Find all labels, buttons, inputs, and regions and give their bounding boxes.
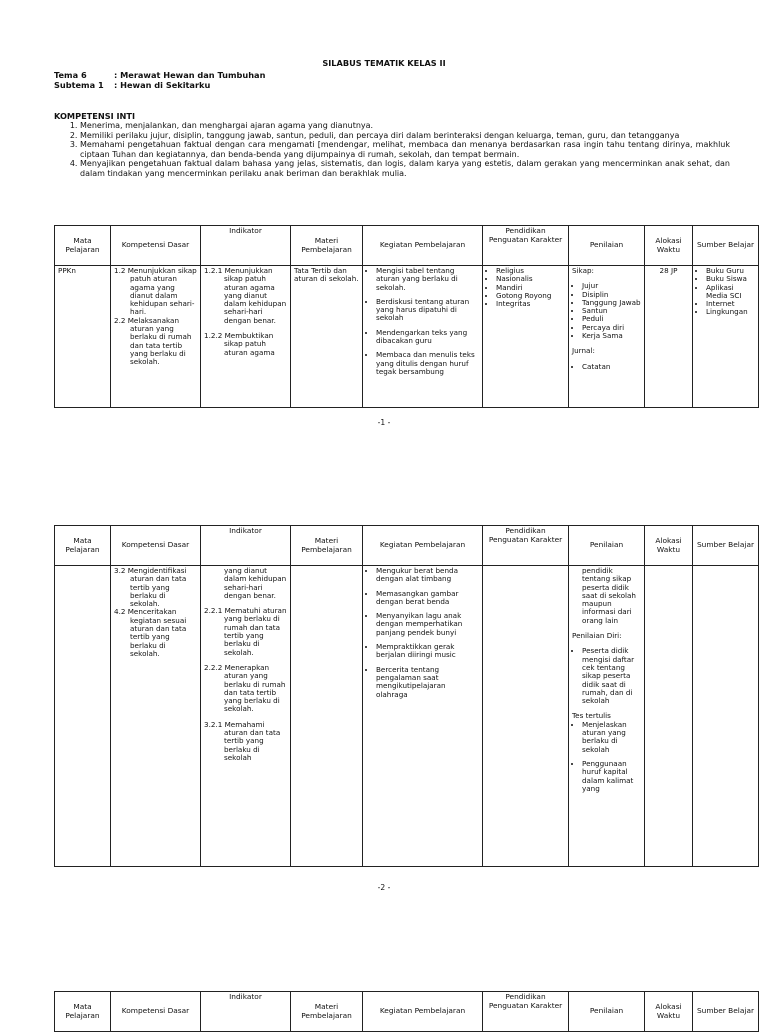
header-materi: Materi Pembelajaran [291,992,363,1032]
tes-label: Tes tertulis [572,711,611,721]
header-kegiatan: Kegiatan Pembelajaran [363,226,483,266]
header-mapel: Mata Pelajaran [55,226,111,266]
sikap-item: • Peduli [582,315,641,323]
cell-kd [111,566,201,867]
kd-item: 1.2 Menunjukkan sikap patuh aturan agama yang dianut dalam kehidupan sehari-hari. [114,266,197,317]
sumber-item: • Lingkungan [706,308,755,316]
cell-alokasi [645,566,693,867]
kegiatan-item: • Membaca dan menulis teks yang ditulis dengan huruf tegak bersambung [376,351,479,376]
header-alokasi: Alokasi Waktu [645,992,693,1032]
indikator-item: 1.2.1 Menunjukkan sikap patuh aturan agama yang dianut dalam kehidupan sehari-hari dengan benar. [204,266,287,325]
penilaian-diri-label: Penilaian Diri: [572,631,622,641]
kd-item: 4.2 Menceritakan kegiatan sesuai aturan dan tata tertib yang berlaku di sekolah. [114,607,187,658]
tes-item: • Penggunaan huruf kapital dalam kalimat yang [582,760,641,793]
penilaian-diri-item: • Peserta didik mengisi daftar cek tentang sikap peserta didik saat di rumah, dan di sekolah [582,647,641,705]
kd-item: 2.2 Melaksanakan aturan yang berlaku di rumah dan tata tertib yang berlaku di sekolah. [114,315,192,367]
sikap-item: • Santun [582,307,641,315]
sumber-item: • Buku Siswa [706,275,755,283]
kd-item: 3.2 Mengidentifikasi aturan dan tata tertib yang berlaku di sekolah. [114,566,187,609]
kegiatan-item: • Mengukur berat benda dengan alat timbang [376,567,479,584]
tema-line [54,70,265,80]
cell-ppk [483,266,569,408]
ppk-item: • Gotong Royong [496,292,565,300]
kegiatan-item: • Menyanyikan lagu anak dengan memperhatikan panjang pendek bunyi [376,612,479,637]
cell-penilaian [569,266,645,408]
sikap-item: • Tanggung Jawab [582,299,641,307]
indikator-continued: yang dianut dalam kehidupan sehari-hari dengan benar. [224,566,287,600]
cell-alokasi: 28 JP [645,266,693,408]
kegiatan-item: • Mengisi tabel tentang aturan yang berlaku di sekolah. [376,267,479,292]
indikator-item: 2.2.2 Menerapkan aturan yang berlaku di rumah dan tata tertib yang berlaku di sekolah. [204,662,286,714]
page-number: -2 - [377,883,391,892]
sikap-item: • Jujur [582,282,641,290]
sikap-item: • Disiplin [582,291,641,299]
subtema-label: Subtema 1 [54,80,104,90]
header-kd: Kompetensi Dasar [111,226,201,266]
cell-kd [111,266,201,408]
cell-kegiatan [363,266,483,408]
header-mapel: Mata Pelajaran [55,526,111,566]
kegiatan-item: • Berdiskusi tentang aturan yang harus dipatuhi di sekolah [376,298,479,323]
header-materi: Materi Pembelajaran [291,226,363,266]
header-alokasi: Alokasi Waktu [645,226,693,266]
header-materi: Materi Pembelajaran [291,526,363,566]
header-penilaian: Penilaian [569,992,645,1032]
header-kegiatan: Kegiatan Pembelajaran [363,526,483,566]
header-sumber: Sumber Belajar [693,992,759,1032]
ki-item: 1. Menerima, menjalankan, dan menghargai ajaran agama yang dianutnya. [80,121,730,131]
indikator-item: 1.2.2 Membuktikan sikap patuh aturan agama [204,331,275,357]
subtema-value: : Hewan di Sekitarku [114,80,211,90]
header-indikator: Indikator [201,226,291,266]
sikap-item: • Kerja Sama [582,332,641,340]
cell-indikator [201,566,291,867]
sumber-item: • Internet [706,300,755,308]
cell-materi [291,566,363,867]
ki-item: 4. Menyajikan pengetahuan faktual dalam bahasa yang jelas, sistematis, dan logis, dalam karya yang estetis, dalam gerakan yang mencerminkan anak sehat, dan dalam tindakan yang mencerminkan perilaku anak beriman dan berakhlak mulia. [80,159,730,178]
cell-mapel: PPKn [55,266,111,408]
cell-materi: Tata Tertib dan aturan di sekolah. [291,266,363,408]
header-kd: Kompetensi Dasar [111,992,201,1032]
penilaian-continued: pendidik tentang sikap peserta didik saat di sekolah maupun informasi dari orang lain [582,566,636,625]
silabus-table-page-2 [54,525,759,867]
table-row [55,266,759,408]
indikator-item: 2.2.1 Mematuhi aturan yang berlaku di rumah dan tata tertib yang berlaku di sekolah. [204,606,287,657]
kegiatan-item: • Mempraktikkan gerak berjalan diiringi music [376,643,479,660]
tema-label: Tema 6 [54,70,87,80]
cell-kegiatan [363,566,483,867]
tema-value: : Merawat Hewan dan Tumbuhan [114,70,266,80]
header-ppk: Pendidikan Penguatan Karakter [483,992,569,1032]
cell-mapel [55,566,111,867]
ki-item: 3. Memahami pengetahuan faktual dengan cara mengamati [mendengar, melihat, membaca dan menanya berdasarkan rasa ingin tahu tentang dirinya, makhluk ciptaan Tuhan dan kegiatannya, dan benda-benda yang dijumpainya di rumah, sekolah, dan tempat bermain. [80,140,730,159]
table-header-row [55,226,759,266]
jurnal-label: Jurnal: [572,346,595,356]
ppk-item: • Mandiri [496,284,565,292]
kompetensi-inti-heading: KOMPETENSI INTI [54,111,136,121]
header-kd: Kompetensi Dasar [111,526,201,566]
header-indikator: Indikator [201,992,291,1032]
header-sumber: Sumber Belajar [693,226,759,266]
indikator-item: 3.2.1 Memahami aturan dan tata tertib yang berlaku di sekolah [204,719,281,762]
kompetensi-inti-list [66,121,730,179]
cell-sumber [693,266,759,408]
cell-ppk [483,566,569,867]
ppk-item: • Religius [496,267,565,275]
header-kegiatan: Kegiatan Pembelajaran [363,992,483,1032]
document-title: SILABUS TEMATIK KELAS II [322,58,446,68]
header-indikator: Indikator [201,526,291,566]
table-row [55,566,759,867]
kegiatan-item: • Bercerita tentang pengalaman saat mengikutipelajaran olahraga [376,666,479,699]
sikap-item: • Percaya diri [582,324,641,332]
header-penilaian: Penilaian [569,526,645,566]
kegiatan-item: • Mendengarkan teks yang dibacakan guru [376,329,479,346]
sikap-label: Sikap: [572,266,594,275]
table-header-row [55,992,759,1032]
page-number: -1 - [377,418,391,427]
subtema-line [54,80,210,90]
header-ppk: Pendidikan Penguatan Karakter [483,526,569,566]
ppk-item: • Nasionalis [496,275,565,283]
header-mapel: Mata Pelajaran [55,992,111,1032]
tes-item: • Menjelaskan aturan yang berlaku di sekolah [582,721,641,754]
cell-indikator [201,266,291,408]
sumber-item: • Buku Guru [706,267,755,275]
jurnal-item: • Catatan [582,363,641,371]
sumber-item: • Aplikasi Media SCI [706,284,755,301]
header-ppk: Pendidikan Penguatan Karakter [483,226,569,266]
header-penilaian: Penilaian [569,226,645,266]
kegiatan-item: • Memasangkan gambar dengan berat benda [376,590,479,607]
header-sumber: Sumber Belajar [693,526,759,566]
cell-sumber [693,566,759,867]
silabus-table-page-3 [54,991,759,1032]
cell-penilaian [569,566,645,867]
ppk-item: • Integritas [496,300,565,308]
ki-item: 2. Memiliki perilaku jujur, disiplin, tanggung jawab, santun, peduli, dan percaya diri dalam berinteraksi dengan keluarga, teman, guru, dan tetangganya [80,131,730,141]
silabus-table-page-1 [54,225,759,408]
table-header-row [55,526,759,566]
header-alokasi: Alokasi Waktu [645,526,693,566]
